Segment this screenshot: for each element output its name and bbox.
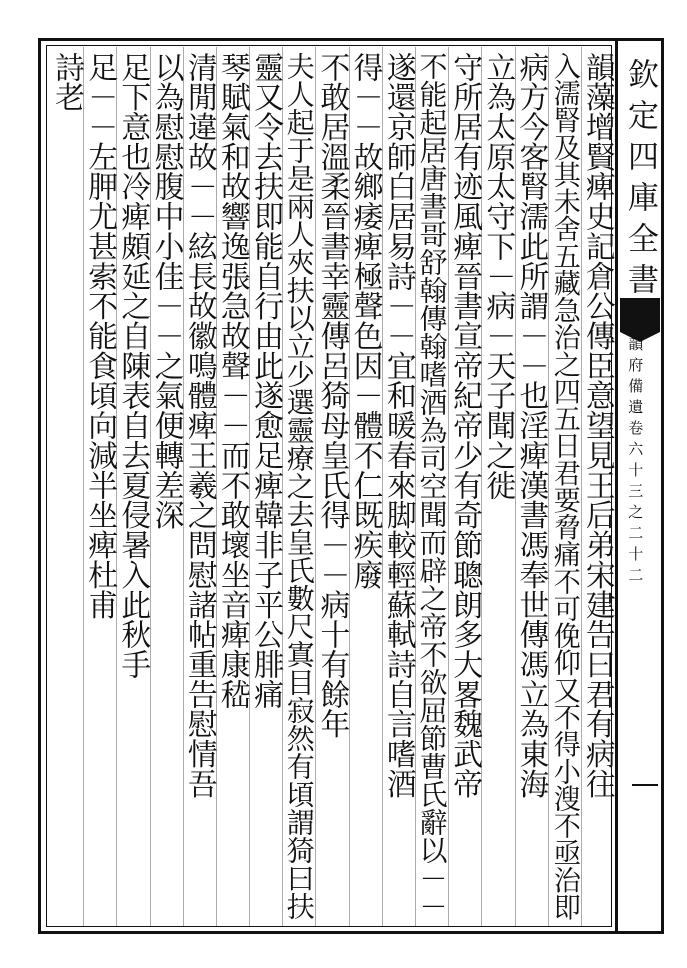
text-column: 立為太原太守下－病－天子聞之徙 xyxy=(480,52,516,500)
text-column: 守所居有迹風痺晉書宣帝紀帝少有奇節聰朗多大畧魏武帝 xyxy=(447,52,483,799)
column-rule xyxy=(415,47,416,927)
text-column: 琴賦氣和故響逸張急故聲－－而不敢壞坐音痺康嵇 xyxy=(215,52,251,709)
text-column: 韻藻增賢痺史記倉公傳臣意望見王后弟宋建告曰君有病往 xyxy=(580,52,616,799)
column-rule xyxy=(349,47,350,927)
column-rule xyxy=(448,47,449,927)
column-rule xyxy=(282,47,283,927)
text-column: 病方今客腎濡此所謂－－也淫痺漢書馮奉世傳馮立為東海 xyxy=(513,52,549,799)
column-rule xyxy=(216,47,217,927)
text-column: 夫人起于是兩人夾扶以立少選靈療之去皇氏數尺寘目寂然有頃謂猗曰扶 xyxy=(282,52,316,920)
column-rule xyxy=(183,47,184,927)
text-column: 足下意也冷痺頗延之自陳表自去夏侵暑入此秋手 xyxy=(115,52,151,680)
column-rule xyxy=(315,47,316,927)
text-column: 不敢居溫柔晉書幸靈傳呂猗母皇氏得－－病十有餘年 xyxy=(314,52,350,739)
text-column: 遂還京師白居易詩－－宜和暖春來脚較輕蘇軾詩自言嗜酒 xyxy=(381,52,417,799)
column-rule xyxy=(382,47,383,927)
column-rule xyxy=(515,47,516,927)
text-column: 以為慰慰腹中小佳－－之氣便轉差深 xyxy=(149,52,185,530)
margin-title: 欽定四庫全書 xyxy=(622,58,658,304)
column-rule xyxy=(249,47,250,927)
margin-volume-info: 韻府備遺卷六十三之二十二 xyxy=(626,336,645,588)
column-rule xyxy=(581,47,582,927)
text-column: 足－－左胛尤甚索不能食頃向減半坐痺杜甫 xyxy=(82,52,118,620)
text-column: 入濡腎及其未舍五藏急治之四五日君要脅痛不可俛仰又不得小溲不亟治即 xyxy=(548,52,580,921)
column-rule xyxy=(481,47,482,927)
text-column: 得－－故鄉痿痺極聲色因－體不仁既疾廢 xyxy=(348,52,384,590)
margin-divider xyxy=(632,784,658,786)
column-rule xyxy=(548,47,549,927)
text-column: 詩老 xyxy=(49,52,85,112)
text-column: 不能起居唐書哥舒翰傳翰嗜酒為司空聞而辟之帝不欲屈節曹氏辭以－－ xyxy=(415,52,449,920)
text-column: 靈又令去扶即能自行由此遂愈足痺韓非子平公腓痛 xyxy=(248,52,284,709)
text-column: 清閒違故－－絃長故徽鳴體痺王羲之問慰諸帖重告慰情吾 xyxy=(182,52,218,799)
